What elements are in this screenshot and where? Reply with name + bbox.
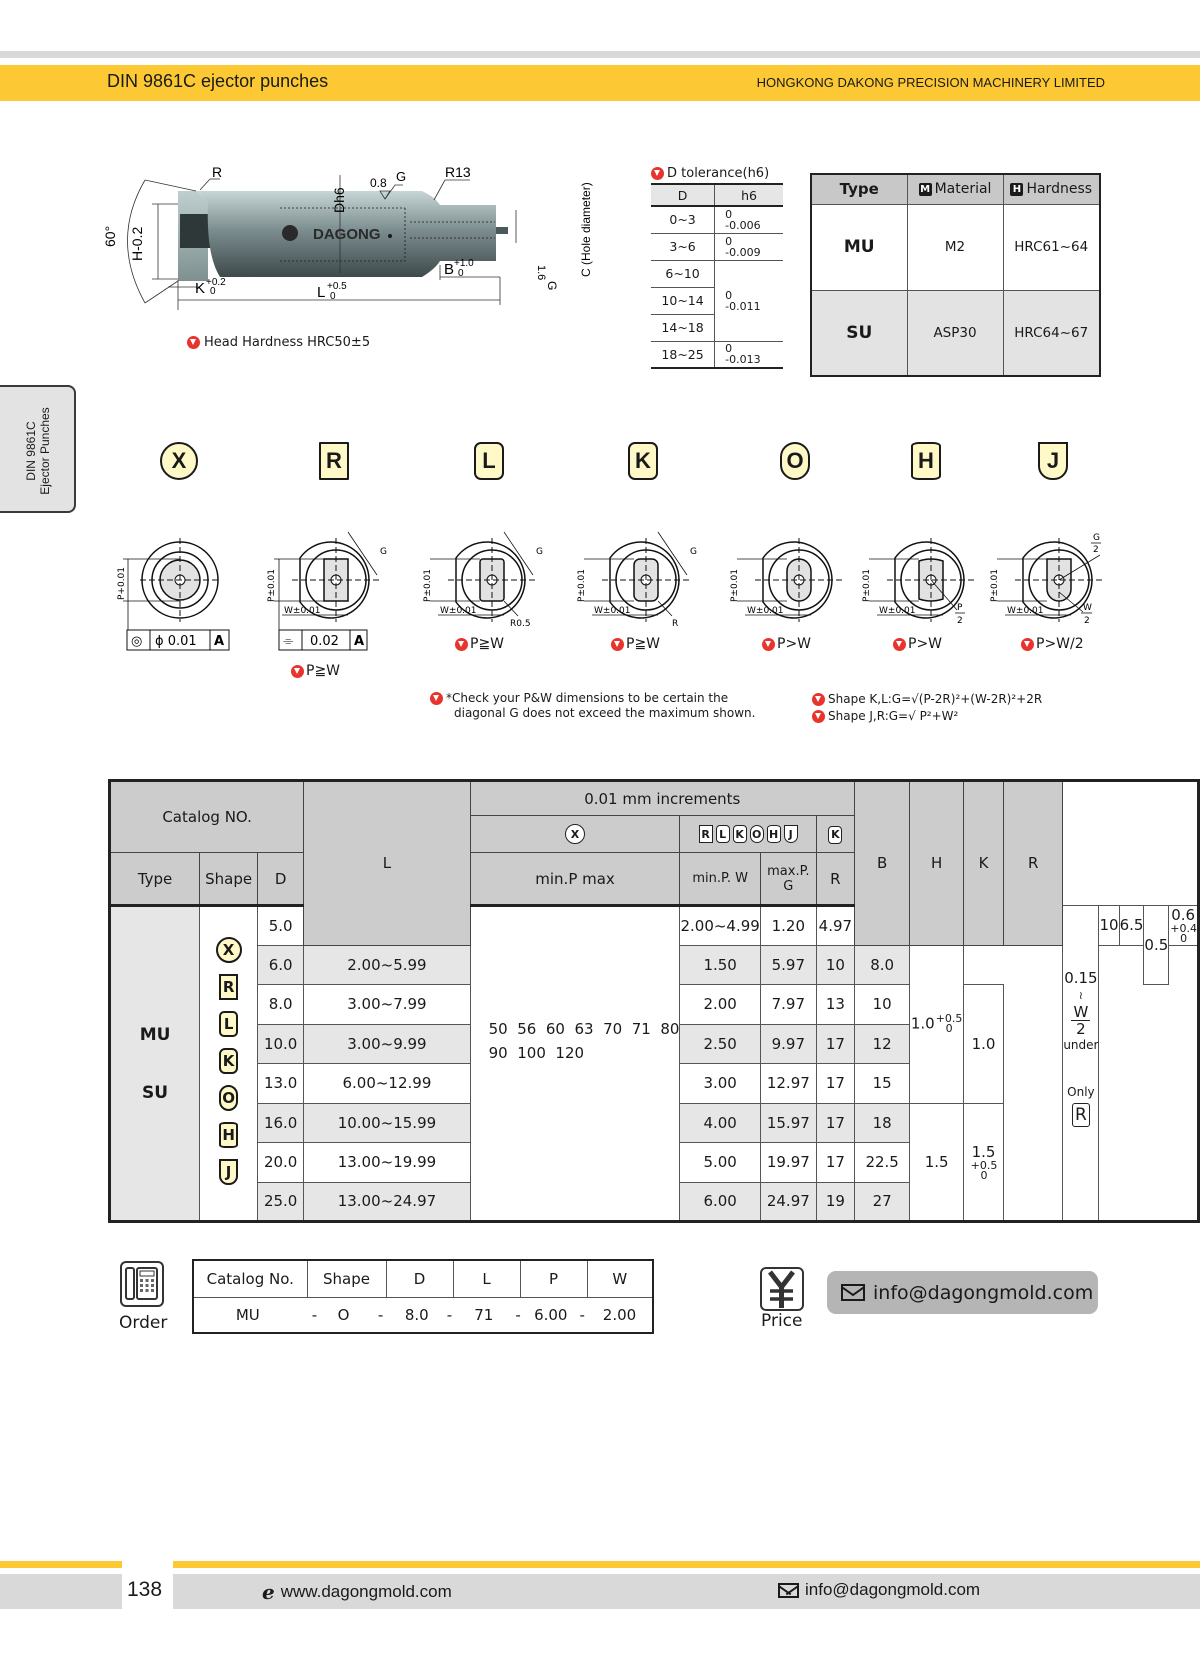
order-header-d: D bbox=[386, 1260, 453, 1297]
shape-r-icon: R bbox=[219, 974, 238, 1000]
formula-kl: Shape K,L:G=√(P-2R)²+(W-2R)²+2R bbox=[828, 692, 1043, 706]
b-cell: 13 bbox=[816, 985, 854, 1025]
material-badge-icon: M bbox=[920, 184, 931, 196]
shape-badge-x: X bbox=[160, 442, 198, 480]
shape-cell bbox=[200, 906, 258, 1222]
svg-text:P: P bbox=[957, 603, 963, 613]
shape-x-icon: X bbox=[216, 937, 242, 963]
top-divider bbox=[0, 51, 1200, 58]
formula-jr: Shape J,R:G=√ P²+W² bbox=[828, 709, 959, 723]
d-cell: 25.0 bbox=[258, 1182, 304, 1222]
warning-icon bbox=[611, 638, 624, 651]
formula-notes bbox=[812, 691, 1042, 725]
footer-accent-left bbox=[0, 1561, 122, 1568]
mail-icon bbox=[841, 1284, 865, 1301]
svg-text:W±0.01: W±0.01 bbox=[440, 606, 477, 616]
svg-text:W: W bbox=[1083, 603, 1092, 613]
shape-r-drawing bbox=[262, 530, 412, 665]
k-cell: 1.5 bbox=[910, 1103, 964, 1222]
svg-text:0.8: 0.8 bbox=[370, 176, 387, 190]
r-cell: 0.6 +0.4 0 bbox=[1170, 906, 1197, 946]
order-value-p: 6.00 - bbox=[520, 1297, 587, 1333]
svg-text:P±0.01: P±0.01 bbox=[730, 568, 740, 602]
header-band bbox=[0, 65, 1200, 101]
warning-icon bbox=[455, 638, 468, 651]
max-p-g-cell: 4.97 bbox=[816, 906, 854, 946]
footer-website-link[interactable] bbox=[262, 1580, 452, 1604]
svg-text:0: 0 bbox=[458, 268, 464, 279]
min-p-max-cell: 2.00~5.99 bbox=[304, 945, 470, 985]
max-p-g-cell: 19.97 bbox=[760, 1143, 816, 1183]
svg-text:W±0.01: W±0.01 bbox=[1007, 606, 1044, 616]
col-header-type: Type bbox=[811, 174, 907, 204]
header-d: D bbox=[258, 853, 304, 906]
svg-text:P±0.01: P±0.01 bbox=[990, 568, 1000, 602]
shape-o-icon: O bbox=[750, 825, 764, 843]
header-type: Type bbox=[110, 853, 200, 906]
table-row bbox=[651, 260, 783, 287]
header-shape: Shape bbox=[200, 853, 258, 906]
svg-text:W±0.01: W±0.01 bbox=[284, 606, 321, 616]
d-cell: 6.0 bbox=[258, 945, 304, 985]
max-p-g-cell: 15.97 bbox=[760, 1103, 816, 1143]
shape-j-icon: J bbox=[784, 825, 798, 843]
svg-text:R13: R13 bbox=[445, 165, 471, 180]
shape-h-icon: H bbox=[219, 1122, 238, 1148]
min-p-max-cell: 10.00~15.99 bbox=[304, 1103, 470, 1143]
shape-l-icon: L bbox=[716, 825, 730, 843]
shape-r-icon: R bbox=[1072, 1103, 1090, 1127]
table-row bbox=[811, 204, 1100, 290]
side-tab-line1: DIN 9861C bbox=[24, 421, 38, 481]
order-header-l: L bbox=[453, 1260, 520, 1297]
order-example-row bbox=[193, 1297, 653, 1333]
price-label: Price bbox=[761, 1311, 803, 1331]
head-hardness-note bbox=[187, 335, 370, 350]
shape-h-icon: H bbox=[767, 825, 781, 843]
d-cell: 16.0 bbox=[258, 1103, 304, 1143]
h6-tolerance: 0 -0.013 bbox=[715, 341, 783, 368]
browser-icon: e bbox=[262, 1580, 275, 1604]
svg-text:60°: 60° bbox=[102, 225, 118, 247]
svg-text:+0.2: +0.2 bbox=[206, 277, 226, 288]
min-p-w-cell: 2.00 bbox=[680, 985, 760, 1025]
hardness-badge-icon: H bbox=[1010, 183, 1023, 196]
svg-text:G: G bbox=[396, 169, 407, 184]
order-header-catalog: Catalog No. bbox=[193, 1260, 307, 1297]
warning-icon bbox=[812, 693, 825, 706]
h6-tolerance: 0 -0.009 bbox=[715, 233, 783, 260]
h-cell: 10 bbox=[854, 985, 909, 1025]
head-hardness-text: Head Hardness HRC50±5 bbox=[204, 335, 371, 350]
min-p-w-cell: 4.00 bbox=[680, 1103, 760, 1143]
order-value-shape: O - bbox=[307, 1297, 386, 1333]
order-value-d: 8.0 - bbox=[386, 1297, 453, 1333]
company-name: HONGKONG DAKONG PRECISION MACHINERY LIMITED bbox=[756, 75, 1105, 90]
header-catalog-no: Catalog NO. bbox=[110, 781, 304, 853]
order-label: Order bbox=[119, 1313, 168, 1333]
svg-text:P±0.01: P±0.01 bbox=[862, 568, 872, 602]
col-header-hardness: H Hardness bbox=[1003, 174, 1100, 204]
order-header-w: W bbox=[587, 1260, 653, 1297]
d-cell: 5.0 bbox=[258, 906, 304, 946]
min-p-w-cell: 1.50 bbox=[680, 945, 760, 985]
col-header-material: M Material bbox=[907, 174, 1003, 204]
shape-j-condition: P>W/2 bbox=[1021, 636, 1084, 652]
h-cell: 12 bbox=[854, 1024, 909, 1064]
svg-text:R: R bbox=[212, 165, 223, 180]
min-p-max-cell: 2.00~4.99 bbox=[680, 906, 760, 946]
svg-text:H-0.2: H-0.2 bbox=[129, 226, 145, 261]
order-value-w: 2.00 bbox=[587, 1297, 653, 1333]
shape-j-drawing bbox=[985, 530, 1135, 630]
shape-l-condition: P≧W bbox=[455, 636, 504, 652]
svg-text:2: 2 bbox=[957, 616, 963, 626]
shape-x-drawing bbox=[115, 530, 245, 665]
h-cell: 22.5 bbox=[854, 1143, 909, 1183]
shape-o-icon: O bbox=[219, 1085, 238, 1111]
min-p-max-cell: 3.00~9.99 bbox=[304, 1024, 470, 1064]
min-p-w-cell: 1.20 bbox=[760, 906, 816, 946]
page-number: 138 bbox=[127, 1578, 163, 1601]
shape-badge-j: J bbox=[1038, 442, 1068, 480]
d-tolerance-table bbox=[651, 163, 783, 369]
header-r: R bbox=[1004, 781, 1063, 946]
price-email-text: info@dagongmold.com bbox=[873, 1281, 1094, 1304]
d-cell: 13.0 bbox=[258, 1064, 304, 1104]
svg-text:R0.5: R0.5 bbox=[510, 619, 531, 629]
table-row bbox=[651, 341, 783, 368]
table-row bbox=[651, 233, 783, 260]
svg-text:G: G bbox=[690, 547, 697, 557]
header-min-p-max: min.P max bbox=[470, 853, 680, 906]
table-row bbox=[811, 290, 1100, 376]
min-p-w-cell: 6.00 bbox=[680, 1182, 760, 1222]
material-table bbox=[810, 173, 1101, 377]
mail-icon bbox=[778, 1583, 799, 1598]
svg-text:DAGONG: DAGONG bbox=[313, 226, 381, 243]
min-p-max-cell: 13.00~24.97 bbox=[304, 1182, 470, 1222]
shape-badge-k: K bbox=[628, 442, 658, 480]
shape-k-icon: K bbox=[828, 826, 842, 844]
header-l: L bbox=[304, 781, 470, 946]
max-p-g-cell: 24.97 bbox=[760, 1182, 816, 1222]
note-text: diagonal G does not exceed the maximum shown. bbox=[454, 706, 756, 720]
warning-icon bbox=[893, 638, 906, 651]
shape-j-icon: J bbox=[219, 1159, 238, 1185]
col-header-d: D bbox=[651, 184, 715, 206]
material-cell: ASP30 bbox=[907, 290, 1003, 376]
price-email-button[interactable] bbox=[827, 1271, 1098, 1314]
svg-text:◎: ◎ bbox=[131, 634, 143, 649]
svg-text:L: L bbox=[317, 284, 326, 301]
note-text: *Check your P&W dimensions to be certain the bbox=[446, 691, 729, 705]
order-value-l: 71 - bbox=[453, 1297, 520, 1333]
d-range: 10~14 bbox=[651, 287, 715, 314]
min-p-w-cell: 3.00 bbox=[680, 1064, 760, 1104]
yen-icon bbox=[760, 1267, 804, 1311]
b-cell: 17 bbox=[816, 1143, 854, 1183]
r-cell: 1.5 +0.5 0 bbox=[963, 1103, 1003, 1222]
h-cell: 8.0 bbox=[854, 945, 909, 985]
header-x-shape bbox=[470, 816, 680, 853]
svg-text:K: K bbox=[195, 280, 206, 297]
svg-text:⌯: ⌯ bbox=[283, 634, 294, 649]
warning-icon bbox=[430, 692, 443, 705]
max-p-g-cell: 12.97 bbox=[760, 1064, 816, 1104]
svg-text:2: 2 bbox=[1084, 616, 1090, 626]
type-cell: MU SU bbox=[110, 906, 200, 1222]
shape-r-icon: R bbox=[699, 825, 713, 843]
svg-text:P±0.01: P±0.01 bbox=[423, 568, 433, 602]
h6-tolerance: 0 -0.011 bbox=[715, 260, 783, 341]
d-tolerance-title-text: D tolerance(h6) bbox=[667, 165, 770, 181]
shape-l-icon: L bbox=[219, 1011, 238, 1037]
svg-text:P±0.01: P±0.01 bbox=[577, 568, 587, 602]
svg-text:G: G bbox=[545, 281, 559, 291]
shape-o-drawing bbox=[725, 530, 875, 630]
svg-text:G: G bbox=[536, 547, 543, 557]
shape-o-condition: P>W bbox=[762, 636, 811, 652]
d-range: 14~18 bbox=[651, 314, 715, 341]
order-header-p: P bbox=[520, 1260, 587, 1297]
side-tab-label bbox=[24, 407, 52, 494]
header-increments: 0.01 mm increments bbox=[470, 781, 854, 816]
order-header-shape: Shape bbox=[307, 1260, 386, 1297]
max-p-g-cell: 7.97 bbox=[760, 985, 816, 1025]
svg-text:A: A bbox=[354, 634, 365, 649]
warning-icon bbox=[1021, 638, 1034, 651]
header-k-shape bbox=[816, 816, 854, 853]
svg-text:A: A bbox=[214, 634, 225, 649]
shape-l-drawing bbox=[418, 530, 568, 630]
type-cell: MU bbox=[811, 204, 907, 290]
svg-text:0: 0 bbox=[210, 286, 216, 297]
material-cell: M2 bbox=[907, 204, 1003, 290]
header-k: K bbox=[963, 781, 1003, 946]
header-max-p-g: max.P. G bbox=[760, 853, 816, 906]
shape-badge-h: H bbox=[911, 442, 941, 480]
hardness-cell: HRC64~67 bbox=[1003, 290, 1100, 376]
header-b: B bbox=[854, 781, 909, 946]
svg-text:W±0.01: W±0.01 bbox=[747, 606, 784, 616]
hardness-cell: HRC61~64 bbox=[1003, 204, 1100, 290]
svg-text:G: G bbox=[380, 547, 387, 557]
min-p-max-cell: 3.00~7.99 bbox=[304, 985, 470, 1025]
warning-icon bbox=[651, 167, 664, 180]
svg-text:P±0.01: P±0.01 bbox=[267, 568, 277, 602]
order-value-catalog: MU - bbox=[193, 1297, 307, 1333]
svg-text:W±0.01: W±0.01 bbox=[594, 606, 631, 616]
shape-k-icon: K bbox=[219, 1048, 238, 1074]
h-cell: 18 bbox=[854, 1103, 909, 1143]
b-cell: 10 bbox=[1099, 906, 1119, 946]
min-p-w-cell: 5.00 bbox=[680, 1143, 760, 1183]
min-p-max-cell: 6.00~12.99 bbox=[304, 1064, 470, 1104]
b-cell: 10 bbox=[816, 945, 854, 985]
d-cell: 10.0 bbox=[258, 1024, 304, 1064]
h6-tolerance: 0 -0.006 bbox=[715, 206, 783, 233]
d-cell: 8.0 bbox=[258, 985, 304, 1025]
svg-text:2: 2 bbox=[1093, 545, 1099, 555]
shape-h-condition: P>W bbox=[893, 636, 942, 652]
d-cell: 20.0 bbox=[258, 1143, 304, 1183]
min-p-max-cell: 13.00~19.99 bbox=[304, 1143, 470, 1183]
h-cell: 15 bbox=[854, 1064, 909, 1104]
svg-text:C (Hole diameter): C (Hole diameter) bbox=[579, 182, 593, 277]
d-tolerance-title bbox=[651, 163, 783, 183]
k-cell: 1.0 bbox=[963, 985, 1003, 1104]
b-cell: 17 bbox=[816, 1103, 854, 1143]
h-cell: 27 bbox=[854, 1182, 909, 1222]
shape-r-condition: P≧W bbox=[291, 663, 340, 679]
max-p-g-cell: 9.97 bbox=[760, 1024, 816, 1064]
footer-email-link[interactable] bbox=[778, 1580, 980, 1600]
header-r-sub: R bbox=[816, 853, 854, 906]
shape-badge-r: R bbox=[319, 442, 349, 480]
footer-website-text: www.dagongmold.com bbox=[280, 1582, 452, 1601]
svg-text:P+0.01: P+0.01 bbox=[117, 566, 127, 600]
table-row bbox=[651, 206, 783, 233]
warning-icon bbox=[762, 638, 775, 651]
shape-x-icon: X bbox=[565, 824, 585, 844]
pw-check-note bbox=[430, 691, 755, 721]
catalog-table bbox=[108, 779, 1200, 1223]
shape-k-drawing bbox=[572, 530, 722, 630]
max-p-g-cell: 5.97 bbox=[760, 945, 816, 985]
svg-text:0: 0 bbox=[330, 291, 336, 302]
svg-text:1.6: 1.6 bbox=[535, 265, 547, 281]
warning-icon bbox=[187, 336, 200, 349]
warning-icon bbox=[291, 665, 304, 678]
phone-icon bbox=[120, 1261, 164, 1307]
svg-text:G: G bbox=[1093, 533, 1100, 543]
svg-text:W±0.01: W±0.01 bbox=[879, 606, 916, 616]
svg-text:0.02: 0.02 bbox=[310, 634, 339, 649]
svg-text:+1.0: +1.0 bbox=[454, 258, 474, 269]
type-cell: SU bbox=[811, 290, 907, 376]
side-tab-line2: Ejector Punches bbox=[38, 407, 52, 495]
header-shapes-group bbox=[680, 816, 816, 853]
svg-text:R: R bbox=[672, 619, 679, 629]
d-range: 3~6 bbox=[651, 233, 715, 260]
shape-badge-o: O bbox=[780, 442, 810, 480]
warning-icon bbox=[812, 710, 825, 723]
d-range: 0~3 bbox=[651, 206, 715, 233]
col-header-h6: h6 bbox=[715, 184, 783, 206]
shape-badge-l: L bbox=[474, 442, 504, 480]
svg-text:B: B bbox=[444, 261, 455, 278]
b-cell: 17 bbox=[816, 1064, 854, 1104]
svg-text:Dh6: Dh6 bbox=[331, 187, 347, 213]
d-range: 18~25 bbox=[651, 341, 715, 368]
shape-k-condition: P≧W bbox=[611, 636, 660, 652]
footer-email-text: info@dagongmold.com bbox=[805, 1580, 981, 1599]
r-range-cell: 0.15 ≀ $\frac{W}{2}$ under Only R bbox=[1063, 906, 1099, 1222]
l-values-cell: 50 56 60 63 70 71 80 90 100 120 bbox=[470, 906, 680, 1222]
header-h: H bbox=[910, 781, 964, 946]
min-p-w-cell: 2.50 bbox=[680, 1024, 760, 1064]
d-range: 6~10 bbox=[651, 260, 715, 287]
r-cell: 1.0 +0.5 0 bbox=[910, 945, 964, 1103]
svg-text:+0.5: +0.5 bbox=[327, 281, 347, 292]
k-cell: 0.5 bbox=[1144, 906, 1169, 985]
h-cell: 6.5 bbox=[1119, 906, 1144, 946]
shape-k-icon: K bbox=[733, 825, 747, 843]
footer-band-left bbox=[0, 1574, 122, 1609]
page-title: DIN 9861C ejector punches bbox=[107, 71, 329, 91]
side-section-tab[interactable] bbox=[0, 385, 76, 513]
footer-accent-right bbox=[173, 1561, 1200, 1568]
b-cell: 17 bbox=[816, 1024, 854, 1064]
svg-text:ϕ 0.01: ϕ 0.01 bbox=[155, 634, 197, 649]
b-cell: 19 bbox=[816, 1182, 854, 1222]
header-min-p-w: min.P. W bbox=[680, 853, 760, 906]
order-example-table bbox=[192, 1259, 654, 1334]
